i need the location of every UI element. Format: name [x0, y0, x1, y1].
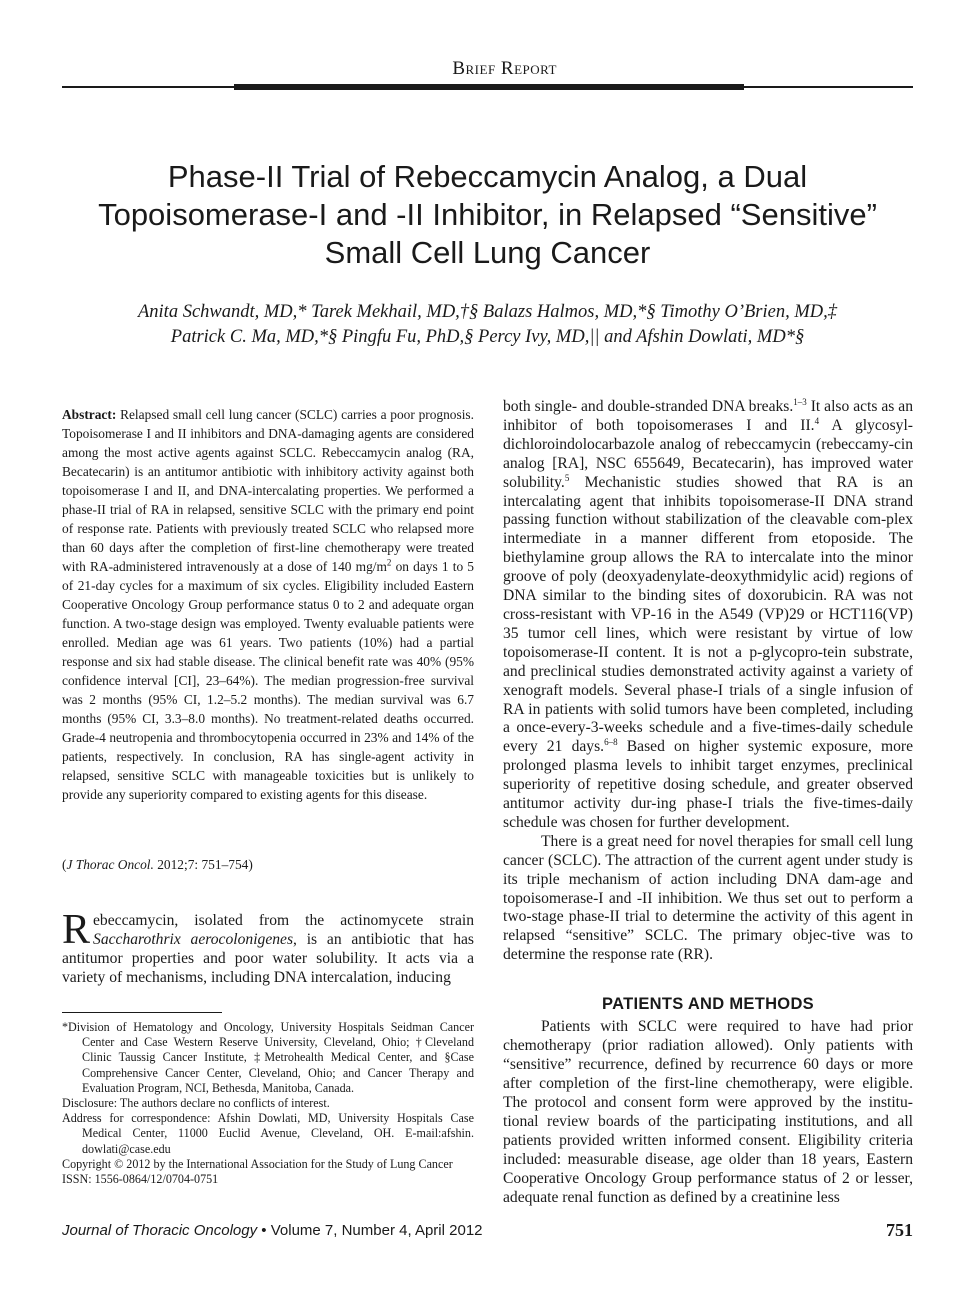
title-line: Phase-II Trial of Rebeccamycin Analog, a Dual — [167, 159, 808, 194]
text-run: Mechanistic studies showed that RA is an intercalating agent that inhibits topoisomerase-II DNA strand passing function without stabilization of the cleavable com-plex intermediate in a manner different from etoposide. The biethylamine group allows the RA to intercalate into the minor groove of poly (deoxyadenylate-deoxythmidylic acid) regions of DNA similar to the binding sites of doxorubicin. RA was not cross-resistant with VP-16 in the A549 (VP)29 or HCT116(VP) 35 tumor cell lines, which were resistant by virtue of low topoisomerase-II content. It is not a p-glycopro-tein substrate, and preclinical studies demonstrated activity against a variety of xenograft models. Several phase-I trials of a single infusion of RA in patients with solid tumors have been completed, including a once-every-3-weeks schedule and a five-times-daily schedule every 21 days. — [503, 473, 913, 756]
author-list — [80, 300, 895, 350]
reference-sup: 1–3 — [793, 396, 807, 407]
reference-sup: 6–8 — [604, 737, 618, 748]
text-run: A glycosyl-dichloroindolocarbazole analog of rebeccamycin (rebeccamy-cin analog [RA], NSC 655649, Becatecarin), has improved water solubility. — [503, 416, 913, 491]
paragraph: Patients with SCLC were required to have had prior chemotherapy (prior radiation allowed). Only patients with “sensitive” recurrence, defined by recurrence 60 days or more after completion of the first-line chemotherapy, were eligible. The protocol and consent form were approved by the institu-tional review boards of the participating institutions, and all patients provided written informed consent. Eligibility criteria included: measurable disease, age older than 18 years, Eastern Cooperative Oncology Group performance status of 2 or lesser, adequate renal function as defined by a creatinine less — [503, 1018, 913, 1206]
footnote-issn: ISSN: 1556-0864/12/0704-0751 — [62, 1172, 219, 1187]
abstract-label: Abstract: — [62, 407, 117, 422]
abstract — [62, 405, 474, 804]
reference-sup: 5 — [564, 472, 570, 483]
species-name: Saccharothrix aerocolonigenes — [93, 931, 294, 948]
page-number: 751 — [886, 1220, 913, 1240]
journal-footer — [62, 1222, 483, 1239]
section-heading: PATIENTS AND METHODS — [602, 995, 814, 1013]
paragraph: There is a great need for novel therapies for small cell lung cancer (SCLC). The attraction of the current agent under study is its triple mechanism of action including DNA dam-age and topoisomerase-I and -II inhibition. We thus set out to perform a two-stage phase-II trial to determine the activity of this agent in relapsed “sensitive” SCLC. The primary objec-tive was to determine the response rate (RR). — [503, 832, 913, 964]
abstract-text: Relapsed small cell lung cancer (SCLC) carries a poor prognosis. Topoisomerase I and II inhibitors and DNA-damaging agents are considered among the most active agents against SCLC. Rebeccamycin analog (RA, Becatecarin) is an antitumor antibiotic with inhibitory activity against both topoisomerase I and II, and DNA-intercalating properties. We performed a phase-II trial of RA in relapsed, sensitive SCLC with the primary end point of response rate. Patients with previously treated SCLC who relapsed more than 60 days after the completion of first-line chemotherapy were treated with RA-administered intravenously at a dose of 140 mg/m — [62, 407, 474, 574]
citation-journal: J Thorac Oncol. — [66, 857, 154, 872]
intro-text: ebeccamycin, isolated from the actinomycete strain — [93, 912, 474, 929]
text-run: both single- and double-stranded DNA breaks. — [503, 398, 794, 415]
citation-paren: ( — [62, 857, 67, 872]
footnote-affiliations: *Division of Hematology and Oncology, University Hospitals Seidman Cancer Center and Case Western Reserve University, Cleveland, Ohio; †Cleveland Clinic Taussig Cancer Institute, ‡Metrohealth Medical Center, and §Case Comprehensive Cancer Center, Cleveland, Ohio; and Cancer Therapy and Evaluation Program, NCI, Bethesda, Manitoba, Canada. — [62, 1020, 474, 1095]
intro-text-cont: , is an antibiotic that has antitumor properties and poor water solubility. It acts via a variety of mechanisms, including DNA intercalation, inducing — [62, 931, 474, 986]
title-line: Small Cell Lung Cancer — [324, 235, 651, 270]
citation — [62, 855, 474, 874]
volume-info: Volume 7, Number 4, April 2012 — [270, 1222, 483, 1239]
footnote-disclosure: Disclosure: The authors declare no conflicts of interest. — [62, 1096, 330, 1111]
footnote-copyright: Copyright © 2012 by the International Association for the Study of Lung Cancer — [62, 1156, 453, 1171]
intro-paragraph — [62, 907, 474, 987]
abstract-text-cont: on days 1 to 5 of 21-day cycles for a maximum of six cycles. Eligibility included Eastern Cooperative Oncology Group performance status 0 to 2 and adequate organ function. A two-stage design was employed. Twenty evaluable patients were enrolled. Median age was 61 years. Two patients (10%) had a partial response and six had stable disease. The clinical benefit rate was 40% (95% confidence interval [CI], 23–64%). The median progression-free survival was 2 months (95% CI, 1.2–5.2 months). The median survival was 6.7 months (95% CI, 3.3–8.0 months). No treatment-related deaths occurred. Grade-4 neutropenia and thrombocytopenia occurred in 23% and 14% of the patients, respectively. In conclusion, RA has single-agent activity in relapsed, sensitive SCLC with manageable toxicities but is unlikely to provide any superiority compared to existing agents for this disease. — [62, 559, 475, 802]
text-run: Based on higher systemic exposure, more prolonged plasma levels to inhibit target enzymes, preclinical superiority of repetitive dosing schedule, and greater observed antitumor activity dur-ing phase-I trials the five-times-daily schedule was chosen for further development. — [503, 738, 913, 831]
author-line: Anita Schwandt, MD,* Tarek Mekhail, MD,†§ Balazs Halmos, MD,*§ Timothy O’Brien, MD,‡ — [137, 302, 837, 322]
drop-cap: R — [62, 907, 91, 953]
reference-sup: 4 — [814, 415, 820, 426]
footer-bullet: • — [261, 1222, 267, 1239]
header-rule-thick — [234, 84, 744, 90]
paragraph — [503, 398, 913, 833]
footnote-correspondence: Address for correspondence: Afshin Dowlati, MD, University Hospitals Case Medical Center, 11000 Euclid Avenue, Cleveland, OH. E-mail:afshin. dowlati@case.edu — [62, 1111, 474, 1156]
section-label: Brief Report — [452, 58, 557, 79]
text-run: It also acts as an inhibitor of both topoisomerases I and II. — [503, 398, 913, 434]
article-title — [80, 158, 895, 272]
journal-name: Journal of Thoracic Oncology — [62, 1222, 258, 1239]
author-line: Patrick C. Ma, MD,*§ Pingfu Fu, PhD,§ Percy Ivy, MD,|| and Afshin Dowlati, MD*§ — [170, 327, 805, 347]
footnotes — [62, 1020, 474, 1187]
footnote-rule — [62, 1012, 222, 1013]
methods-text — [503, 1017, 913, 1207]
title-line: Topoisomerase-I and -II Inhibitor, in Relapsed “Sensitive” — [98, 197, 877, 232]
abstract-sup: 2 — [386, 557, 392, 568]
citation-details: 2012;7: 751–754) — [153, 857, 253, 872]
right-column-text — [503, 398, 913, 965]
